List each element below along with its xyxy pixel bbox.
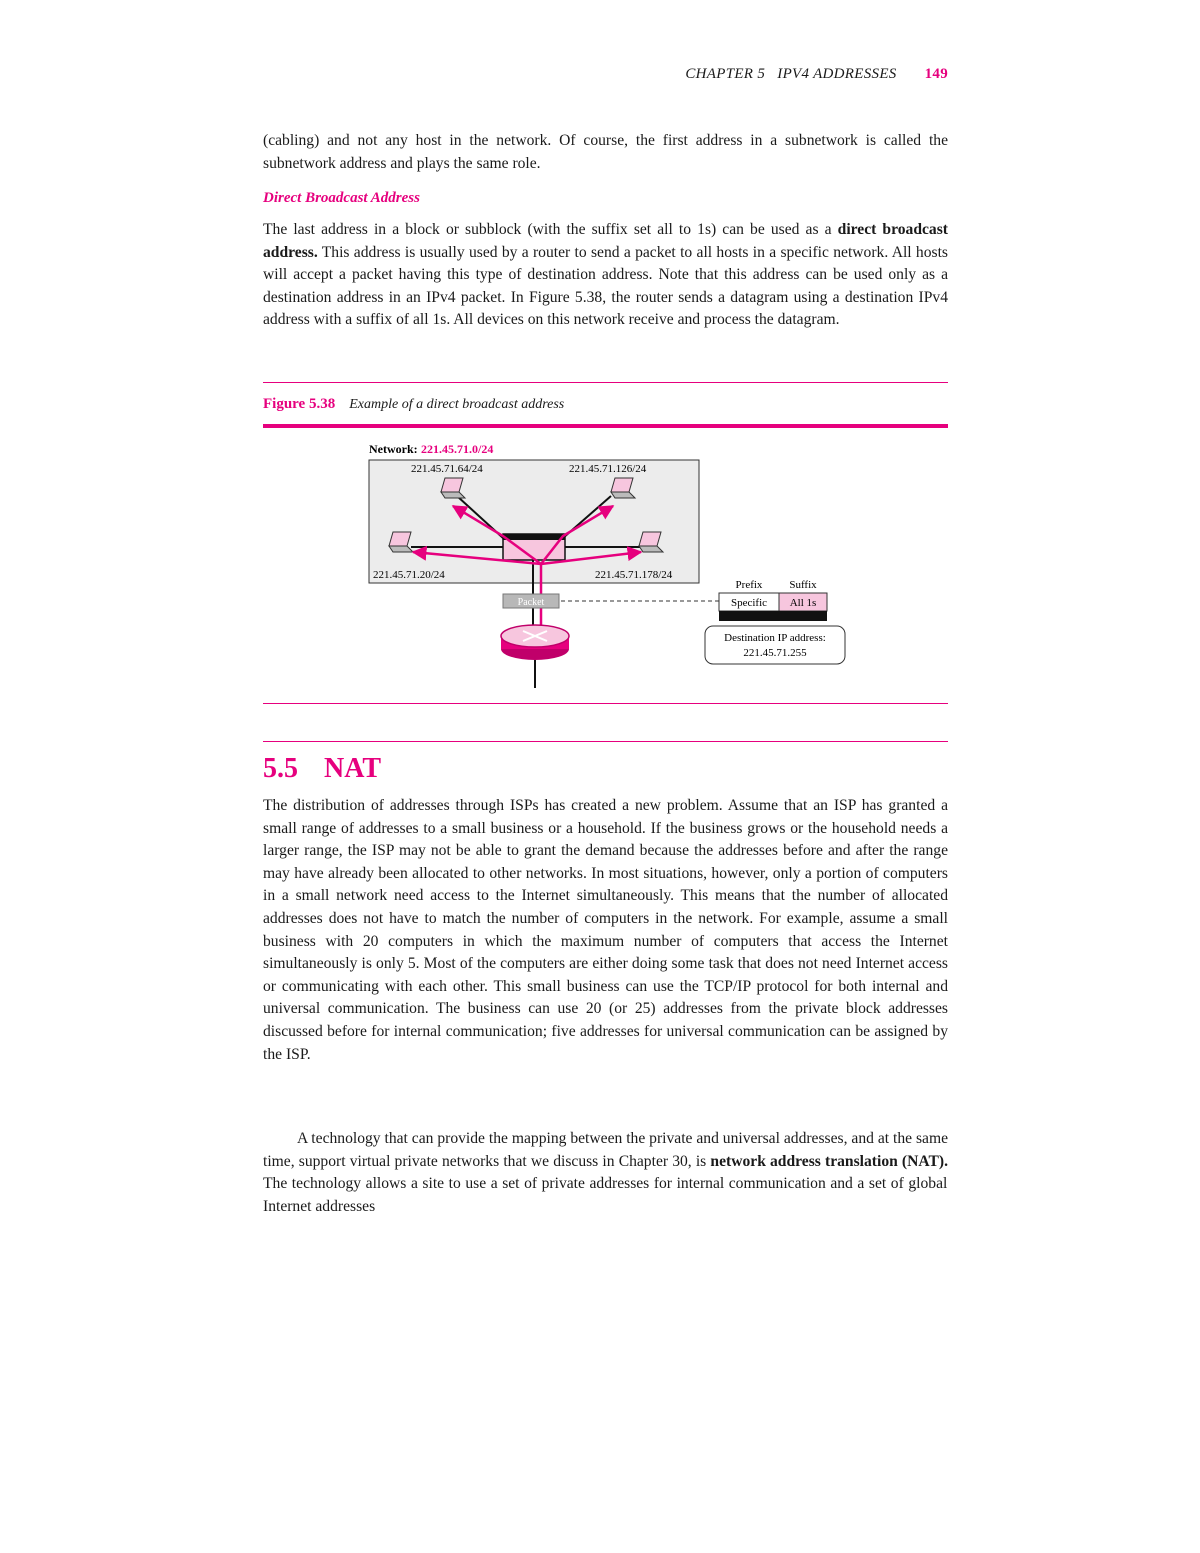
host-label-bottom-right: 221.45.71.178/24: [595, 569, 673, 581]
figure-top-rule: [263, 382, 948, 383]
section-top-rule: [263, 741, 948, 742]
page-number: 149: [924, 66, 948, 82]
host-label-top-left: 221.45.71.64/24: [411, 463, 483, 475]
chapter-title: CHAPTER 5 IPV4 ADDRESSES: [685, 66, 897, 82]
nat-p2-text-1: A technology that can provide the mapping between the private and universal addresses, and at the same time, support virtual private networks that we discuss in Chapter 30, is: [263, 1130, 948, 1170]
intro-paragraph: (cabling) and not any host in the network. Of course, the first address in a subnetwork is called the subnetwork address and plays the same role.: [263, 132, 948, 172]
dba-text-2: This address is usually used by a router to send a packet to all hosts in a specific network. All hosts will accept a packet having this type of destination address. Note that this address can be used only as a destination address in an IPv4 packet. In Figure 5.38, the router sends a datagram using a destination IPv4 address with a suffix of all 1s. All devices on this network receive and process the datagram.: [263, 243, 948, 329]
host-label-bottom-left: 221.45.71.20/24: [373, 569, 445, 581]
running-head: [685, 66, 948, 83]
packet-label: Packet: [517, 597, 545, 608]
direct-broadcast-paragraph: [263, 219, 948, 332]
dba-text-1: The last address in a block or subblock (with the suffix set all to 1s) can be used as a: [263, 221, 838, 238]
nat-paragraph-1: The distribution of addresses through ISPs has created a new problem. Assume that an ISP has granted a small range of addresses to a small business or a household. If the business grows or the household needs a larger range, the ISP may not be able to grant the demand because the addresses before and after the range may have already been allocated to other networks. In most situations, however, only a portion of computers in a small network need access to the Internet simultaneously. This means that the number of allocated addresses does not have to match the number of computers in the network. For example, assume a small business with 20 computers in which the maximum number of computers that access the Internet simultaneously is only 5. Most of the computers are either doing some task that does not need Internet access or communicating with each other. This small business can use the TCP/IP protocol for both internal and universal communication. The business can use 20 (or 25) addresses from the private block addresses discussed before for internal communication; five addresses for universal communication can be assigned by the ISP.: [263, 797, 948, 1063]
direct-broadcast-heading: Direct Broadcast Address: [263, 190, 420, 206]
nat-p2-text-2: The technology allows a site to use a set of private addresses for internal communication and a set of global Internet addresses: [263, 1175, 948, 1215]
dba-term: direct broadcast address.: [263, 221, 948, 261]
suffix-value: All 1s: [789, 597, 817, 609]
network-label: Network:: [369, 442, 418, 456]
nat-term: network address translation (NAT).: [710, 1152, 948, 1170]
figure-caption-text: Example of a direct broadcast address: [349, 397, 565, 412]
router-icon: [501, 625, 569, 660]
address-bar: [719, 611, 827, 621]
host-label-top-right: 221.45.71.126/24: [569, 463, 647, 475]
switch-top: [503, 534, 565, 540]
section-number: 5.5: [263, 753, 298, 784]
figure-number: Figure 5.38: [263, 396, 336, 412]
destination-label: Destination IP address:: [724, 632, 826, 644]
figure-bottom-rule: [263, 703, 948, 704]
section-title: [263, 753, 381, 785]
broadcast-diagram: [263, 436, 948, 696]
figure-caption: [263, 396, 564, 413]
prefix-label: Prefix: [735, 579, 763, 591]
prefix-value: Specific: [730, 597, 768, 609]
section-name: NAT: [324, 753, 382, 784]
network-value: 221.45.71.0/24: [421, 442, 494, 456]
nat-paragraph-2: [263, 1128, 948, 1218]
suffix-label: Suffix: [789, 579, 817, 591]
figure-caption-rule: [263, 424, 948, 428]
destination-value: 221.45.71.255: [743, 647, 807, 659]
